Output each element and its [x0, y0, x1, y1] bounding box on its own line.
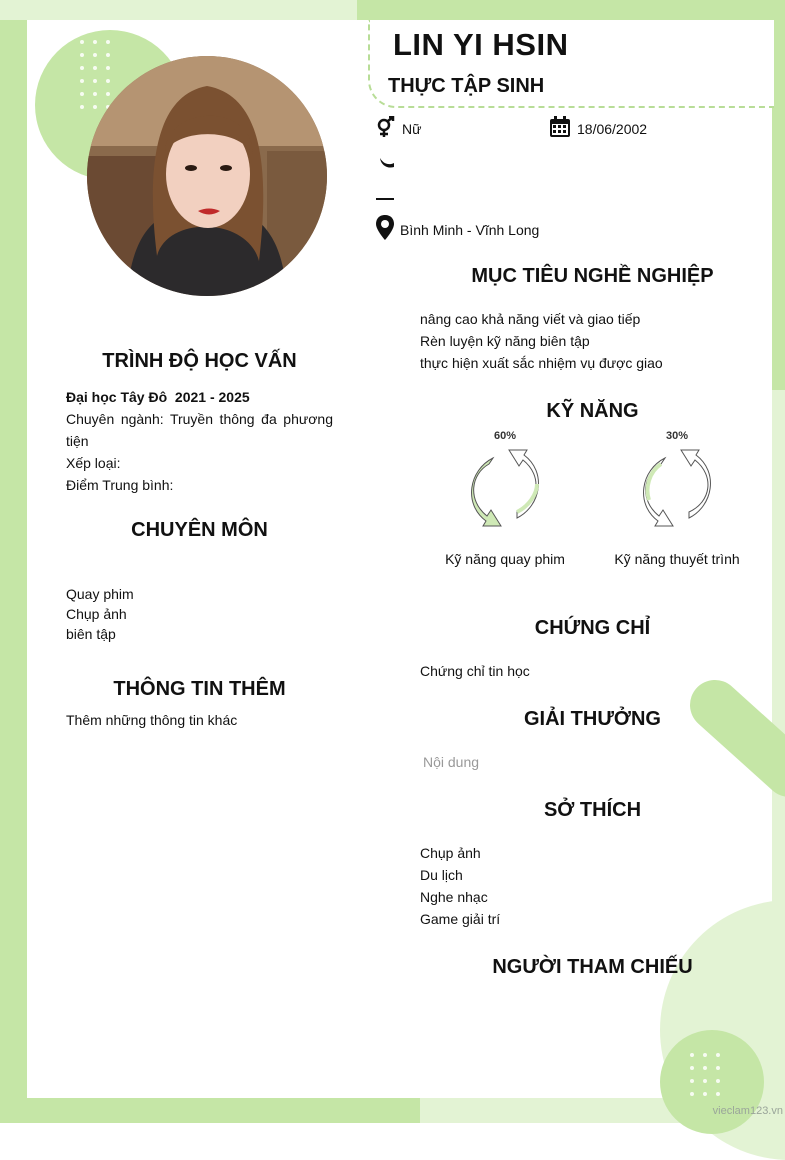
profile-photo	[87, 56, 327, 296]
awards-placeholder[interactable]: Nội dung	[423, 754, 480, 770]
references-title: NGƯỜI THAM CHIẾU	[492, 956, 693, 978]
hobby-item: Du lịch	[420, 867, 463, 883]
objective-title: MỤC TIÊU NGHỀ NGHIỆP	[471, 265, 714, 287]
decorative-dots-bottom-right	[690, 1053, 720, 1096]
phone-icon	[378, 155, 396, 174]
watermark: vieclam123.vn	[712, 1105, 783, 1117]
background-bottom-band	[0, 1098, 420, 1123]
decorative-dots-top-left	[80, 40, 110, 109]
education-rank: Xếp loại:	[66, 455, 121, 471]
birthdate-value: 18/06/2002	[577, 120, 648, 137]
more-info-text: Thêm những thông tin khác	[66, 712, 238, 728]
full-name: LIN YI HSIN	[393, 27, 569, 62]
education-school: Đại học Tây Đô	[66, 389, 168, 405]
objective-line: nâng cao khả năng viết và giao tiếp	[420, 311, 641, 327]
education-content	[66, 386, 333, 496]
expertise-item: Chụp ảnh	[66, 606, 127, 622]
skill-label: Kỹ năng quay phim	[445, 551, 565, 567]
address-value: Bình Minh - Vĩnh Long	[400, 221, 540, 238]
background-top-left-light	[0, 0, 357, 20]
skill-percent: 30%	[665, 430, 689, 442]
background-left-lower-band	[0, 835, 27, 1123]
calendar-icon	[549, 116, 571, 141]
skill-label: Kỹ năng thuyết trình	[614, 551, 740, 567]
birthdate-info	[549, 116, 647, 141]
hobby-item: Game giải trí	[420, 911, 501, 927]
skill-item-filming	[430, 430, 580, 567]
education-gpa: Điểm Trung bình:	[66, 477, 174, 493]
objective-line: thực hiện xuất sắc nhiệm vụ được giao	[420, 355, 663, 371]
skill-meter-icon	[430, 448, 580, 533]
education-school-row	[66, 386, 333, 408]
gender-icon	[374, 116, 396, 141]
email-line	[376, 198, 394, 200]
hobbies-title: SỞ THÍCH	[543, 799, 642, 821]
hobby-item: Nghe nhạc	[420, 889, 488, 905]
expertise-item: Quay phim	[66, 586, 134, 602]
expertise-list	[66, 584, 134, 644]
gender-value: Nữ	[402, 120, 422, 137]
gender-info	[374, 116, 421, 141]
hobby-item: Chụp ảnh	[420, 845, 481, 861]
skill-percent: 60%	[493, 430, 517, 442]
objective-list	[420, 308, 663, 374]
decorative-pill-dot	[710, 666, 722, 678]
location-pin-icon	[376, 215, 394, 244]
skills-title: KỸ NĂNG	[546, 400, 639, 422]
objective-line: Rèn luyện kỹ năng biên tập	[420, 333, 590, 349]
more-info-title: THÔNG TIN THÊM	[113, 678, 286, 700]
skill-meter-icon	[602, 448, 752, 533]
education-major: Chuyên ngành: Truyền thông đa phương tiện	[66, 411, 333, 449]
certificates-title: CHỨNG CHỈ	[534, 617, 651, 639]
education-title: TRÌNH ĐỘ HỌC VẤN	[102, 350, 297, 372]
expertise-title: CHUYÊN MÔN	[131, 519, 268, 541]
expertise-item: biên tập	[66, 626, 116, 642]
awards-title: GIẢI THƯỞNG	[524, 708, 661, 730]
address-info	[376, 215, 539, 244]
skill-item-presentation	[602, 430, 752, 567]
job-title: THỰC TẬP SINH	[388, 75, 545, 97]
hobbies-list	[420, 842, 500, 930]
certificates-text: Chứng chỉ tin học	[420, 663, 530, 679]
education-years: 2021 - 2025	[174, 389, 250, 405]
